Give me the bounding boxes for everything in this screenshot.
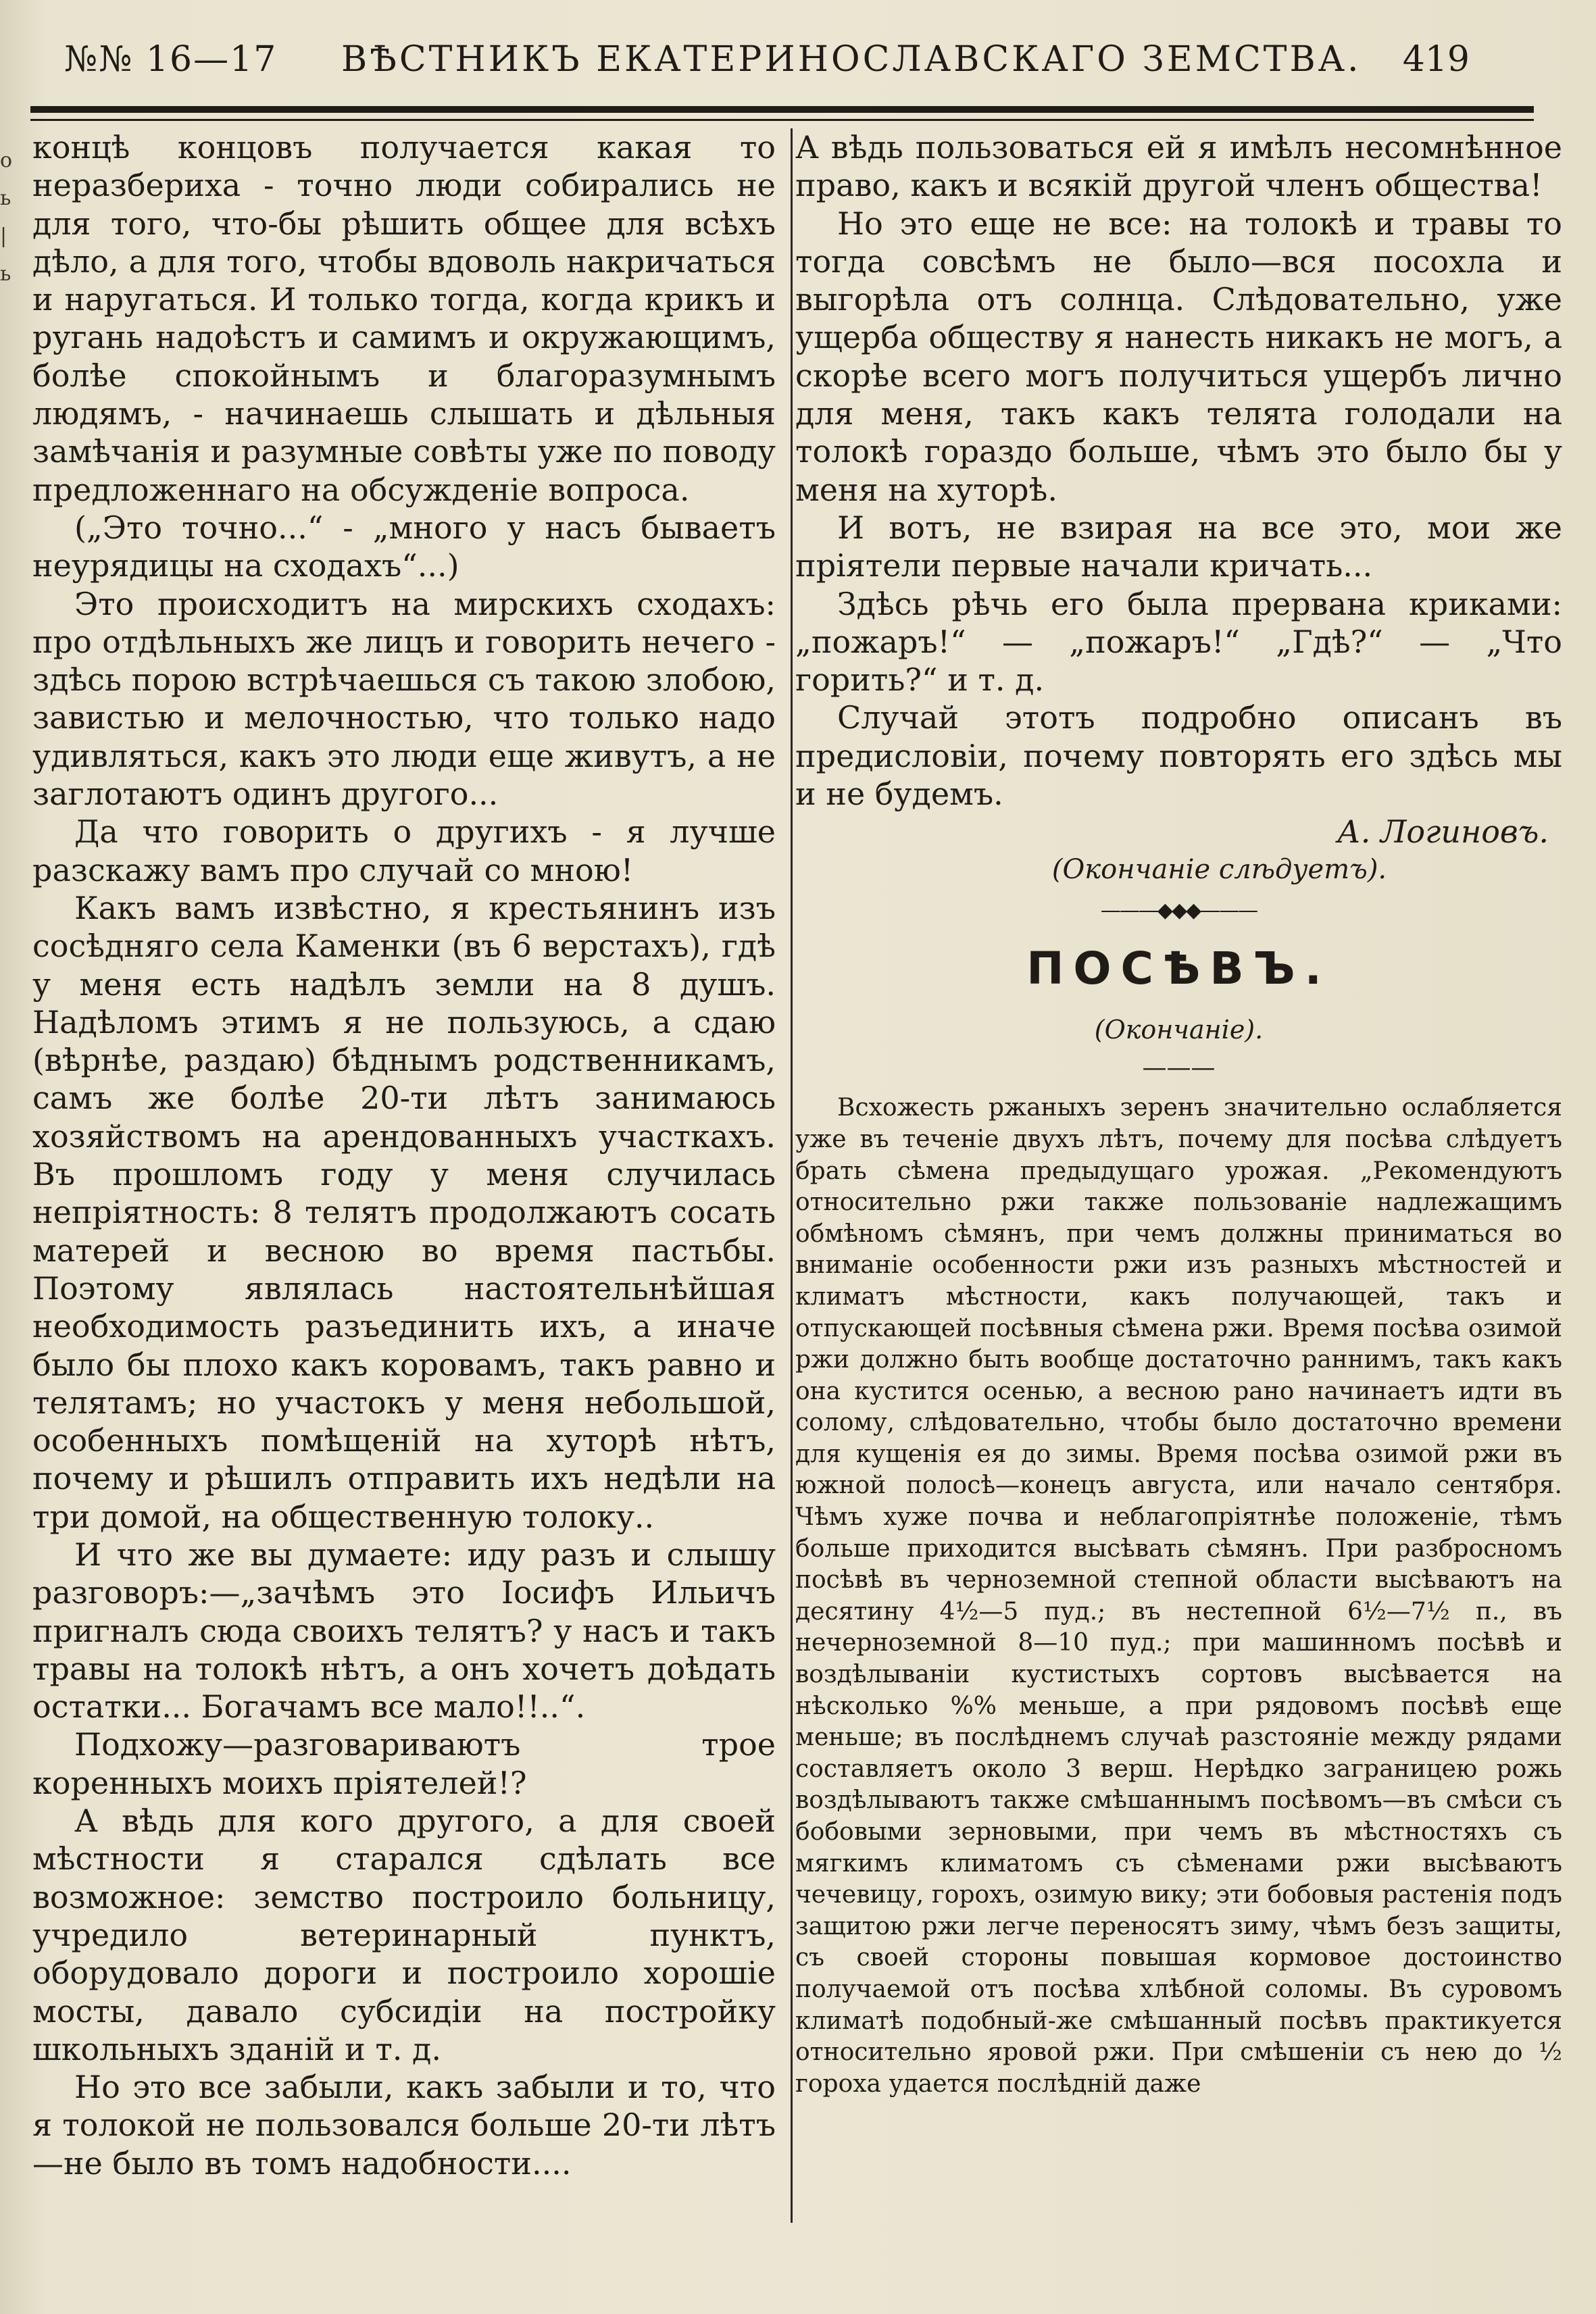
left-paragraph: Какъ вамъ извѣстно, я крестьянинъ изъ сосѣдняго села Каменки (въ 6 верстахъ), гдѣ у меня есть надѣлъ земли на 8 душъ. Надѣломъ этимъ я не пользуюсь, а сдаю (вѣрнѣе, раздаю) бѣднымъ родственникамъ, самъ же болѣе 20-ти лѣтъ занимаюсь хозяйствомъ на арендованныхъ участкахъ. Въ прошломъ году у меня случилась непріятность: 8 телятъ продолжаютъ сосать матерей и весною во время пастьбы. Поэтому являлась настоятельнѣйшая необходимость разъединить ихъ, а иначе было бы плохо какъ коровамъ, такъ равно и телятамъ; но участокъ у меня небольшой, особенныхъ помѣщеній на хуторѣ нѣтъ, почему и рѣшилъ отправить ихъ недѣли на три домой, на общественную толоку.. [32,889,776,1535]
left-paragraph: Да что говорить о другихъ - я лучше разскажу вамъ про случай со мною! [32,813,776,888]
right-paragraph: Но это еще не все: на толокѣ и травы то тогда совсѣмъ не было—вся посохла и выгорѣла отъ солнца. Слѣдовательно, уже ущерба обществу я нанесть никакъ не могъ, а скорѣе всего могъ получиться ущербъ лично для меня, такъ какъ телята голодали на толокѣ гораздо больше, чѣмъ это было бы у меня на хуторѣ. [795,205,1562,508]
section-ornament: ———◆◆◆——— [1100,899,1257,923]
right-paragraph: Случай этотъ подробно описанъ въ предисловіи, почему повторять его здѣсь мы и не будемъ. [795,699,1562,813]
right-column [795,128,1562,2257]
article-body: Всхожесть ржаныхъ зеренъ значительно ослабляется уже въ теченіе двухъ лѣтъ, почему для посѣва слѣдуетъ брать сѣмена предыдущаго урожая. „Рекомендуютъ относительно ржи также пользованіе надлежащимъ обмѣномъ сѣмянъ, при чемъ должны приниматься во вниманіе особенности ржи изъ разныхъ мѣстностей и климатъ мѣстности, какъ получающей, такъ и отпускающей посѣвныя сѣмена ржи. Время посѣва озимой ржи должно быть вообще достаточно раннимъ, такъ какъ она кустится осенью, а весною рано начинаетъ идти въ солому, слѣдовательно, чтобы было достаточно времени для кущенія ея до зимы. Время посѣва озимой ржи въ южной полосѣ—конецъ августа, или начало сентября. Чѣмъ хуже почва и неблагопріятнѣе положеніе, тѣмъ больше приходится высѣвать сѣмянъ. При разбросномъ посѣвѣ въ черноземной степной области высѣваютъ на десятину 4½—5 пуд.; въ нестепной 6½—7½ п., въ нечерноземной 8—10 пуд.; при машинномъ посѣвѣ и воздѣлываніи кустистыхъ сортовъ высѣвается на нѣсколько %% меньше, а при рядовомъ посѣвѣ еще меньше; въ послѣднемъ случаѣ разстояніе между рядами составляетъ около 3 верш. Нерѣдко заграницею рожь воздѣлываютъ также смѣшаннымъ посѣвомъ—въ смѣси съ бобовыми зерновыми, при чемъ въ мѣстностяхъ съ мягкимъ климатомъ съ сѣменами ржи высѣваютъ чечевицу, горохъ, озимую вику; эти бобовыя растенія подъ защитою ржи легче переносятъ зиму, чѣмъ безъ защиты, съ своей стороны повышая кормовое достоинство получаемой отъ посѣва хлѣбной соломы. Въ суровомъ климатѣ подобный-же смѣшанный посѣвъ практикуется относительно яровой ржи. При смѣшеніи съ нею до ½ гороха удается послѣдній даже [795,1094,1562,2098]
article-subtitle: (Окончаніе). [1094,1015,1264,1045]
left-paragraph: А вѣдь для кого другого, а для своей мѣстности я старался сдѣлать все возможное: земство построило больницу, учредило ветеринарный пунктъ, оборудовало дороги и построило хорошіе мосты, давало субсидіи на постройку школьныхъ зданій и т. д. [32,1803,776,2067]
issue-number: №№ 16—17 [64,39,278,80]
page-number: 419 [1402,39,1470,80]
left-paragraph: Подхожу—разговариваютъ трое коренныхъ моихъ пріятелей!? [32,1726,776,1801]
journal-title: ВѢСТНИКЪ ЕКАТЕРИНОСЛАВСКАГО ЗЕМСТВА. [341,39,1362,80]
left-paragraph: Но это все забыли, какъ забыли и то, что я толокой не пользовался больше 20-ти лѣтъ—не было въ томъ надобности.... [32,2069,776,2182]
subtitle-dash: ——— [1142,1054,1216,1082]
right-paragraph: Здѣсь рѣчь его была прервана криками: „пожаръ!“ — „пожаръ!“ „Гдѣ?“ — „Что горить?“ и т. д. [795,585,1562,699]
author-name: А. Логиновъ. [1337,813,1549,851]
column-divider [791,128,793,2223]
right-paragraph: И вотъ, не взирая на все это, мои же пріятели первые начали кричать... [795,509,1562,584]
left-paragraph: („Это точно...“ - „много у насъ бываетъ неурядицы на сходахъ“...) [32,509,776,584]
left-paragraph: Это происходитъ на мирскихъ сходахъ: про отдѣльныхъ же лицъ и говорить нечего - здѣсь порою встрѣчаешься съ такою злобою, завистью и мелочностью, что только надо удивляться, какъ это люди еще живутъ, а не заглотаютъ одинъ другого... [32,585,776,813]
left-paragraph: концѣ концовъ получается какая то неразбериха - точно люди собирались не для того, что-бы рѣшить общее для всѣхъ дѣло, а для того, чтобы вдоволь накричаться и наругаться. И только тогда, когда крикъ и ругань надоѣстъ и самимъ и окружающимъ, болѣе спокойнымъ и благоразумнымъ людямъ, - начинаешь слышать и дѣльныя замѣчанія и разумные совѣты уже по поводу предложеннаго на обсужденіе вопроса. [32,129,776,508]
header-rule-thin [30,119,1534,121]
left-column [32,128,776,2257]
page-header [64,34,1470,95]
article-title: ПОСѢВЪ. [1026,942,1331,995]
right-paragraph: А вѣдь пользоваться ей я имѣлъ несомнѣнное право, какъ и всякій другой членъ общества! [795,129,1562,204]
header-rule-thick [30,106,1534,113]
left-edge-marks: о ь | ь [0,149,13,286]
continuation-note: (Окончаніе слѣдуетъ). [1051,854,1387,886]
author-signature-line [795,813,1562,851]
left-paragraph: И что же вы думаете: иду разъ и слышу разговоръ:—„зачѣмъ это Іосифъ Ильичъ пригналъ сюда своихъ телятъ? у насъ и такъ травы на толокѣ нѣтъ, а онъ хочетъ доѣдать остатки... Богачамъ все мало!!..“. [32,1536,776,1726]
